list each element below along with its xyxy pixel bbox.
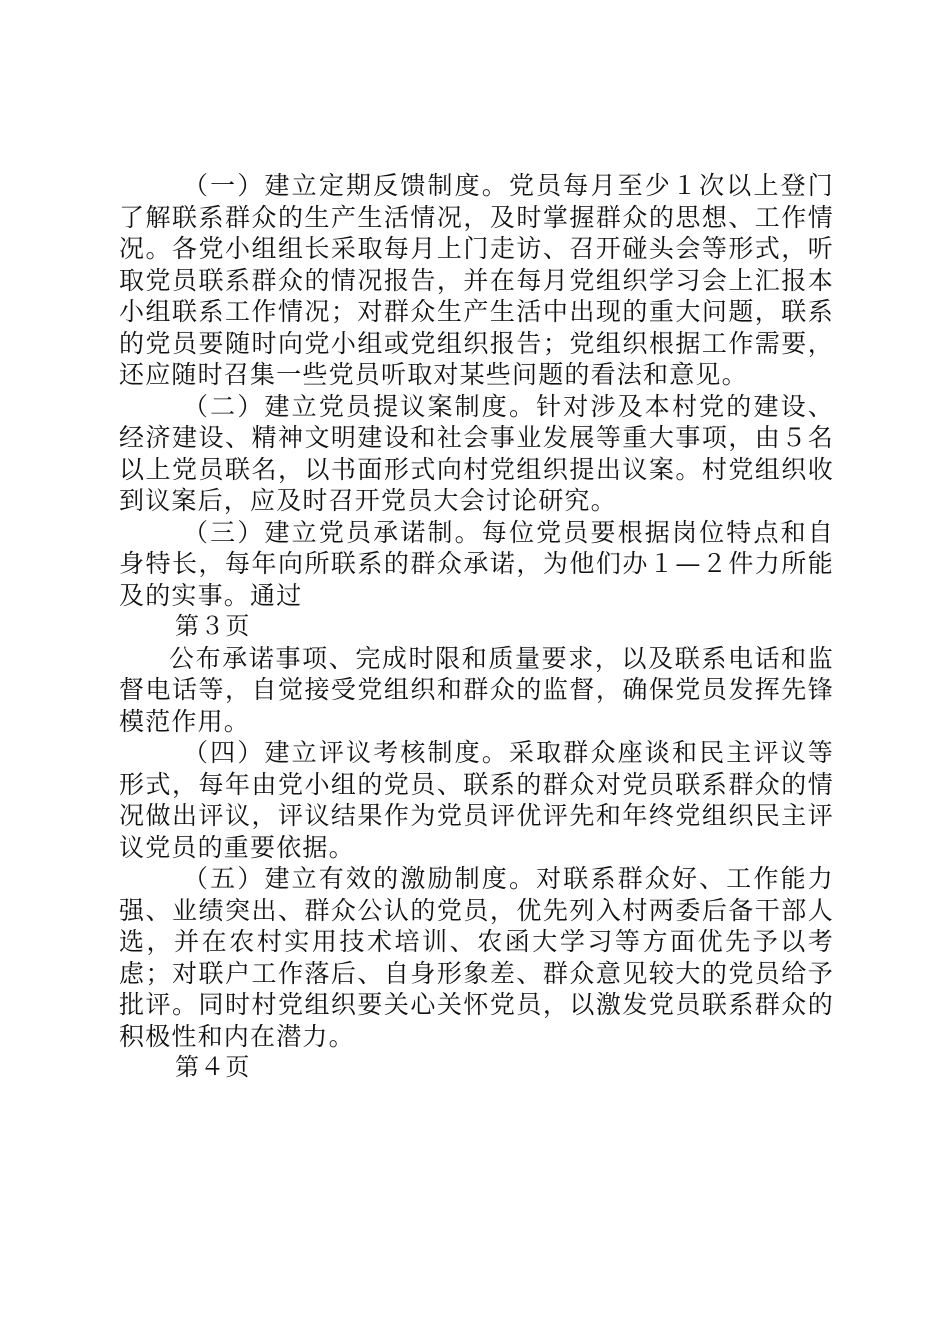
- paragraph-proposal-system: （二）建立党员提议案制度。针对涉及本村党的建设、经济建设、精神文明建设和社会事业发展等重大事项，由５名以上党员联名，以书面形式向村党组织提出议案。村党组织收到议案后，应及时召开党员大会讨论研究。: [119, 391, 834, 515]
- paragraph-regular-feedback: （一）建立定期反馈制度。党员每月至少１次以上登门了解联系群众的生产生活情况，及时掌握群众的思想、工作情况。各党小组组长采取每月上门走访、召开碰头会等形式，听取党员联系群众的情况报告，并在每月党组织学习会上汇报本小组联系工作情况；对群众生产生活中出现的重大问题，联系的党员要随时向党小组或党组织报告；党组织根据工作需要，还应随时召集一些党员听取对某些问题的看法和意见。: [119, 171, 834, 389]
- paragraph-evaluation-system: （四）建立评议考核制度。采取群众座谈和民主评议等形式，每年由党小组的党员、联系的群众对党员联系群众的情况做出评议，评议结果作为党员评优评先和年终党组织民主评议党员的重要依据。: [119, 738, 834, 862]
- paragraph-commitment-continued: 公布承诺事项、完成时限和质量要求，以及联系电话和监督电话等，自觉接受党组织和群众的监督，确保党员发挥先锋模范作用。: [119, 643, 834, 736]
- page-number-3: 第３页: [175, 612, 251, 640]
- page-number-4: 第４页: [175, 1053, 251, 1081]
- paragraph-incentive-system: （五）建立有效的激励制度。对联系群众好、工作能力强、业绩突出、群众公认的党员，优先列入村两委后备干部人选，并在农村实用技术培训、农函大学习等方面优先予以考虑；对联户工作落后、自身形象差、群众意见较大的党员给予批评。同时村党组织要关心关怀党员，以激发党员联系群众的积极性和内在潜力。: [119, 864, 834, 1051]
- paragraph-commitment-system: （三）建立党员承诺制。每位党员要根据岗位特点和自身特长，每年向所联系的群众承诺，为他们办１—２件力所能及的实事。通过: [119, 517, 834, 610]
- document-body: [119, 170, 834, 1084]
